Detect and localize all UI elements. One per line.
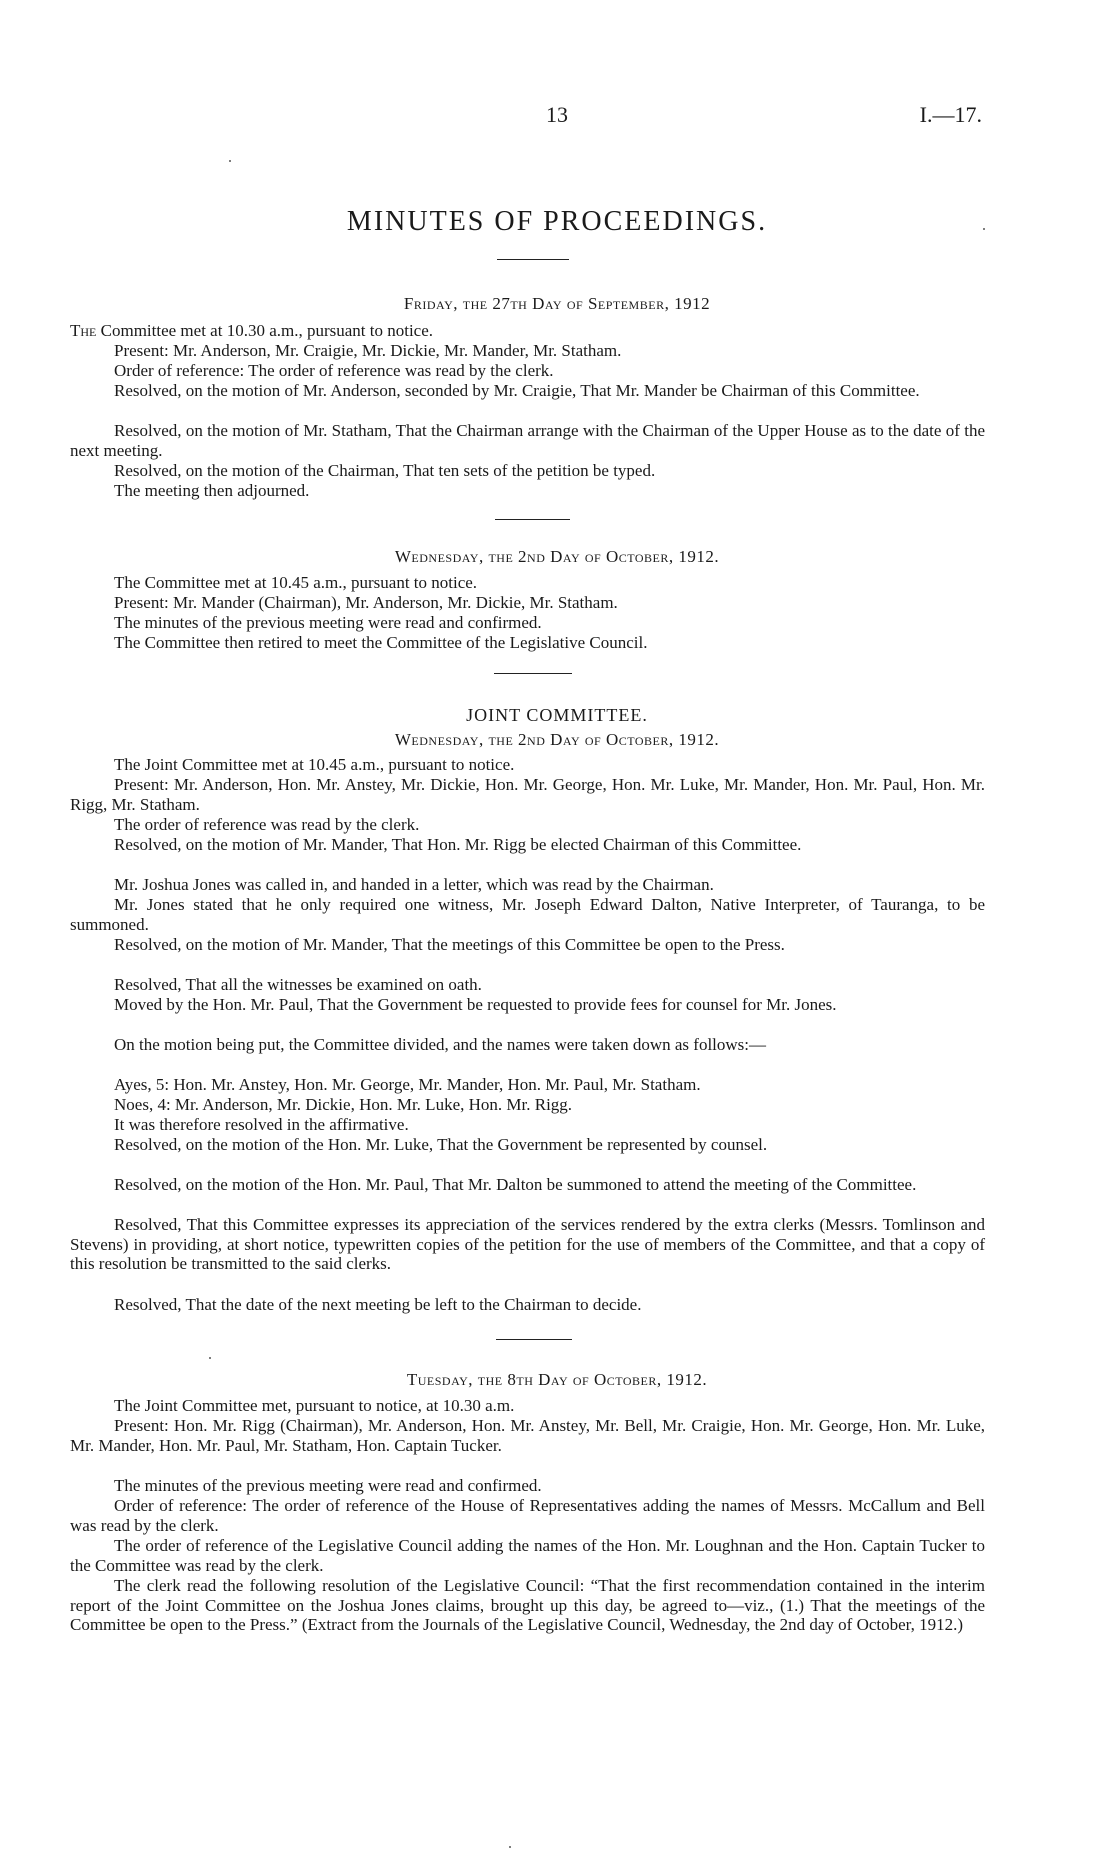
- paragraph-resolved: Resolved, on the motion of Mr. Mander, That Hon. Mr. Rigg be elected Chairman of this Committee.: [114, 835, 802, 854]
- section-heading-wednesday-joint: Wednesday, the 2nd Day of October, 1912.: [394, 730, 720, 749]
- paragraph-resolved: Resolved, on the motion of the Hon. Mr. Luke, That the Government be represented by counsel.: [114, 1135, 768, 1154]
- speck: [209, 1357, 211, 1359]
- paragraph-present: Present: Mr. Mander (Chairman), Mr. Anderson, Mr. Dickie, Mr. Statham.: [114, 593, 618, 612]
- paragraph-meeting: The Joint Committee met, pursuant to notice, at 10.30 a.m.: [114, 1396, 515, 1415]
- document-reference: I.—17.: [919, 102, 982, 127]
- paragraph-present: Present: Mr. Anderson, Mr. Craigie, Mr. Dickie, Mr. Mander, Mr. Statham.: [114, 341, 622, 360]
- paragraph-order-of-reference: The order of reference was read by the clerk.: [114, 815, 420, 834]
- paragraph-noes: Noes, 4: Mr. Anderson, Mr. Dickie, Hon. Mr. Luke, Hon. Mr. Rigg.: [114, 1095, 573, 1114]
- section-heading-wednesday: Wednesday, the 2nd Day of October, 1912.: [394, 547, 720, 566]
- joint-committee-title: JOINT COMMITTEE.: [466, 705, 648, 725]
- section-rule: [496, 1339, 572, 1340]
- paragraph-called-in: Mr. Joshua Jones was called in, and handed in a letter, which was read by the Chairman.: [114, 875, 714, 894]
- paragraph-witness: Mr. Jones stated that he only required one witness, Mr. Joseph Edward Dalton, Native Interpreter, of Tauranga, to be summoned.: [70, 895, 985, 934]
- paragraph-minutes: The minutes of the previous meeting were read and confirmed.: [114, 1476, 542, 1495]
- paragraph-resolved: Resolved, on the motion of Mr. Statham, That the Chairman arrange with the Chairman of the Upper House as to the date of the next meeting.: [70, 421, 985, 460]
- paragraph-present: Present: Mr. Anderson, Hon. Mr. Anstey, Mr. Dickie, Hon. Mr. George, Hon. Mr. Luke, Mr. Mander, Hon. Mr. Paul, Hon. Mr. Rigg, Mr. Statham.: [70, 775, 985, 814]
- paragraph-resolved: Resolved, on the motion of the Chairman, That ten sets of the petition be typed.: [114, 461, 656, 480]
- paragraph-meeting: The Joint Committee met at 10.45 a.m., pursuant to notice.: [114, 755, 515, 774]
- paragraph-minutes: The minutes of the previous meeting were read and confirmed.: [114, 613, 542, 632]
- paragraph-resolved: Resolved, That all the witnesses be examined on oath.: [114, 975, 482, 994]
- paragraph-resolution: The clerk read the following resolution of the Legislative Council: “That the first recommendation contained in the interim report of the Joint Committee on the Joshua Jones claims, brought up this day, be agreed to—viz., (1.) That the meetings of the Committee be open to the Press.” (Extract from the Journals of the Legislative Council, Wednesday, the 2nd day of October, 1912.): [70, 1576, 985, 1635]
- paragraph-resolved: Resolved, That the date of the next meeting be left to the Chairman to decide.: [114, 1295, 642, 1314]
- paragraph-ayes: Ayes, 5: Hon. Mr. Anstey, Hon. Mr. George, Mr. Mander, Hon. Mr. Paul, Mr. Statham.: [114, 1075, 701, 1094]
- paragraph-resolved: Resolved, on the motion of Mr. Anderson, seconded by Mr. Craigie, That Mr. Mander be Chairman of this Committee.: [114, 381, 920, 400]
- paragraph-resolved: Resolved, on the motion of Mr. Mander, That the meetings of this Committee be open to the Press.: [114, 935, 785, 954]
- title-rule: [497, 259, 569, 260]
- page-title: MINUTES OF PROCEEDINGS.: [346, 206, 768, 237]
- speck: [509, 1846, 511, 1848]
- section-rule: [495, 519, 570, 520]
- paragraph-present: Present: Hon. Mr. Rigg (Chairman), Mr. Anderson, Hon. Mr. Anstey, Mr. Bell, Mr. Craigie, Hon. Mr. George, Hon. Mr. Luke, Mr. Mander, Hon. Mr. Paul, Mr. Statham, Hon. Captain Tucker.: [70, 1416, 985, 1455]
- paragraph-resolved: Resolved, That this Committee expresses its appreciation of the services rendered by the extra clerks (Messrs. Tomlinson and Stevens) in providing, at short notice, typewritten copies of the petition for the use of members of the Committee, and that a copy of this resolution be transmitted to the said clerks.: [70, 1215, 985, 1274]
- paragraph-order-of-reference: Order of reference: The order of reference was read by the clerk.: [114, 361, 554, 380]
- paragraph-meeting: The Committee met at 10.45 a.m., pursuant to notice.: [114, 573, 478, 592]
- paragraph-order-of-reference: Order of reference: The order of reference of the House of Representatives adding the names of Messrs. McCallum and Bell was read by the clerk.: [70, 1496, 985, 1535]
- paragraph-meeting-text: Committee met at 10.30 a.m., pursuant to notice.: [96, 321, 434, 340]
- section-heading-friday: Friday, the 27th Day of September, 1912: [403, 294, 711, 313]
- lead-word: The: [70, 321, 97, 340]
- page-number: 13: [546, 102, 568, 127]
- section-rule: [494, 673, 572, 674]
- paragraph-division: On the motion being put, the Committee divided, and the names were taken down as follows:—: [114, 1035, 767, 1054]
- paragraph-meeting: [70, 321, 985, 341]
- paragraph-affirmative: It was therefore resolved in the affirmative.: [114, 1115, 409, 1134]
- paragraph-resolved: Resolved, on the motion of the Hon. Mr. Paul, That Mr. Dalton be summoned to attend the meeting of the Committee.: [114, 1175, 917, 1194]
- paragraph-retired: The Committee then retired to meet the Committee of the Legislative Council.: [114, 633, 648, 652]
- paragraph-order-of-reference-council: The order of reference of the Legislative Council adding the names of the Hon. Mr. Loughnan and the Hon. Captain Tucker to the Committee was read by the clerk.: [70, 1536, 985, 1575]
- paragraph-adjourned: The meeting then adjourned.: [114, 481, 310, 500]
- speck: [229, 160, 231, 162]
- paragraph-moved: Moved by the Hon. Mr. Paul, That the Government be requested to provide fees for counsel for Mr. Jones.: [114, 995, 837, 1014]
- section-heading-tuesday: Tuesday, the 8th Day of October, 1912.: [406, 1370, 708, 1389]
